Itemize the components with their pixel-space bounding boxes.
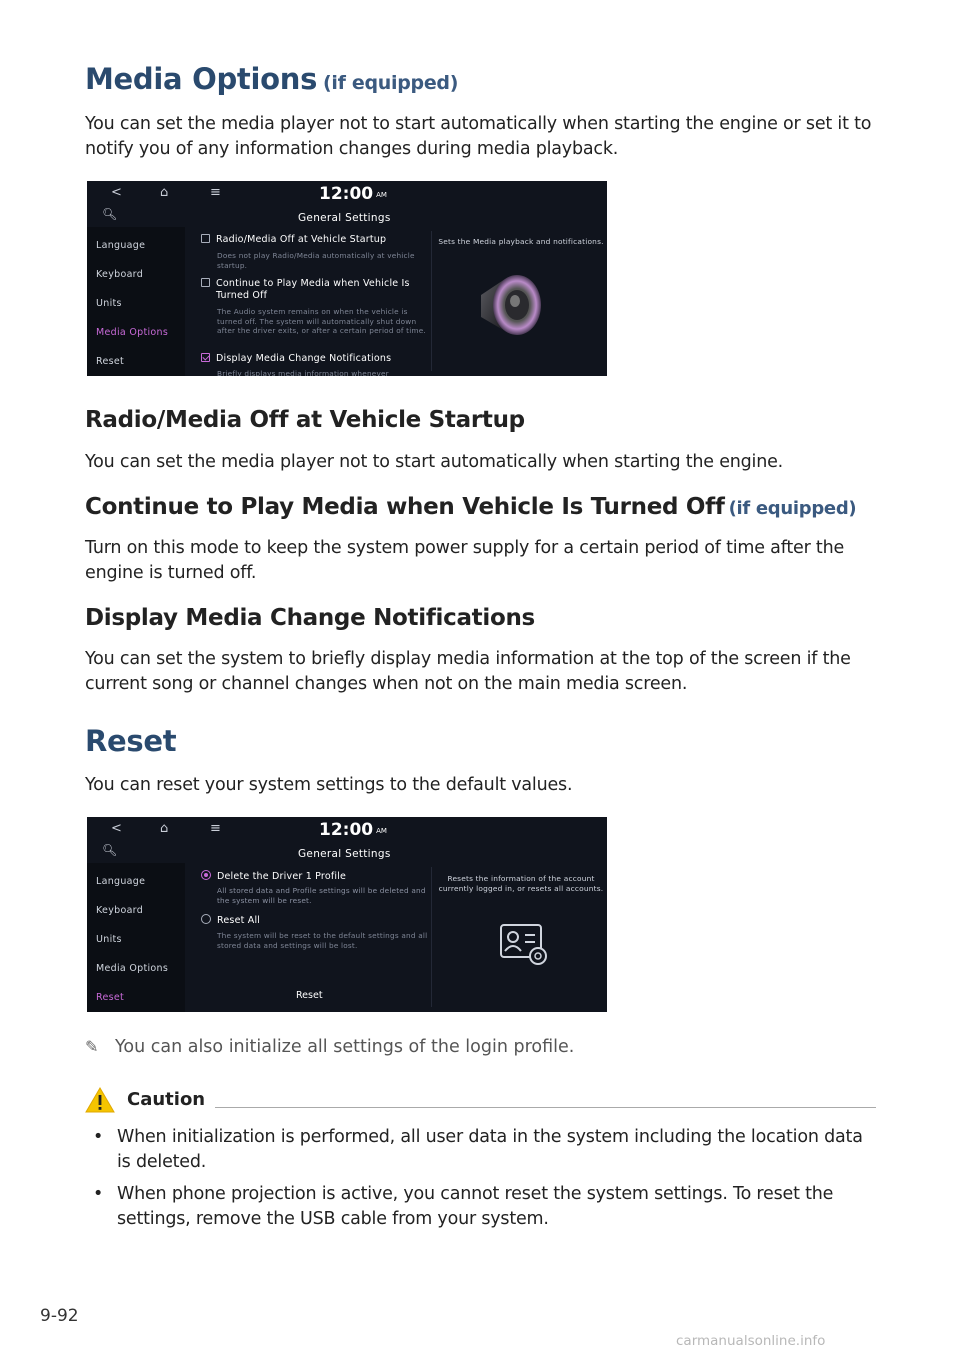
sidebar-item-keyboard[interactable]: Keyboard: [96, 905, 144, 916]
speaker-icon: [475, 269, 547, 341]
back-icon[interactable]: <: [111, 185, 122, 200]
back-icon[interactable]: <: [111, 821, 122, 836]
reset-screenshot: [87, 817, 607, 1012]
caution-title: Caution: [127, 1089, 206, 1110]
caution-item: • When phone projection is active, you cannot reset the system settings. To reset the settings, remove the USB cable from your system.: [93, 1184, 834, 1229]
option-delete-profile[interactable]: Delete the Driver 1 Profile: [201, 870, 431, 883]
top-bar: [87, 181, 607, 211]
sidebar-item-language[interactable]: Language: [96, 876, 146, 887]
caution-header: [85, 1087, 876, 1115]
checkbox[interactable]: [201, 234, 210, 243]
menu-icon[interactable]: ≡: [210, 821, 221, 836]
option-desc: Does not play Radio/Media automatically at vehicle startup.: [217, 251, 415, 270]
subsection-title-continue-play: Continue to Play Media when Vehicle Is Turned Off (if equipped): [85, 494, 857, 520]
panel-divider: [431, 231, 432, 371]
section-title-media-options: Media Options (if equipped): [85, 62, 459, 96]
clock: 12:00 AM: [319, 184, 387, 204]
caution-item: • When initialization is performed, all user data in the system including the location data is deleted.: [93, 1127, 863, 1172]
option-reset-all[interactable]: Reset All: [201, 914, 431, 927]
option-desc: The system will be reset to the default settings and all stored data and settings will be lost.: [217, 931, 428, 950]
panel-divider: [431, 867, 432, 1007]
pencil-note-icon: ✎: [85, 1037, 99, 1056]
radio-selected[interactable]: [201, 870, 211, 880]
info-text: Resets the information of the account currently logged in, or resets all accounts.: [438, 874, 604, 893]
option-radio-media-off[interactable]: Radio/Media Off at Vehicle Startup: [201, 234, 431, 246]
checkbox-checked[interactable]: [201, 353, 210, 362]
option-desc: All stored data and Profile settings will be deleted and the system will be reset.: [217, 886, 426, 905]
sidebar-item-language[interactable]: Language: [96, 240, 146, 251]
checkbox[interactable]: [201, 278, 210, 287]
option-desc: The Audio system remains on when the vehicle is turned off. The system will automatically shut down after the driver exits, or after a certain period of time.: [217, 307, 426, 336]
sidebar-item-reset[interactable]: Reset: [96, 356, 125, 367]
top-bar: [87, 817, 607, 847]
section-title-reset: Reset: [85, 724, 177, 758]
sidebar-item-media-options[interactable]: Media Options: [96, 963, 169, 974]
clock: 12:00 AM: [319, 820, 387, 840]
settings-sidebar: [87, 207, 185, 376]
media-options-screenshot: [87, 181, 607, 376]
option-desc: Briefly displays media information whenever: [217, 369, 389, 376]
info-text: Sets the Media playback and notifications.: [438, 237, 604, 246]
home-icon[interactable]: ⌂: [160, 185, 169, 200]
subsection-title-display-notifications: Display Media Change Notifications: [85, 605, 535, 631]
warning-icon: [85, 1087, 115, 1113]
settings-sidebar: [87, 843, 185, 1012]
watermark: carmanualsonline.info: [676, 1333, 826, 1349]
subsection-body: Turn on this mode to keep the system power supply for a certain period of time after the engine is turned off.: [85, 538, 845, 583]
search-icon[interactable]: 🔍︎: [102, 207, 118, 221]
menu-icon[interactable]: ≡: [210, 185, 221, 200]
option-display-notifications[interactable]: Display Media Change Notifications: [201, 353, 431, 365]
sidebar-item-media-options[interactable]: Media Options: [96, 327, 169, 338]
subsection-body: You can set the system to briefly display media information at the top of the screen if the current song or channel changes when not on the main media screen.: [85, 649, 851, 694]
subsection-title-radio-off: Radio/Media Off at Vehicle Startup: [85, 407, 525, 433]
caution-rule: [215, 1107, 876, 1108]
option-continue-play[interactable]: Continue to Play Media when Vehicle Is Turned Off: [201, 278, 433, 302]
sidebar-item-keyboard[interactable]: Keyboard: [96, 269, 144, 280]
media-options-intro: You can set the media player not to start automatically when starting the engine or set it to notify you of any information changes during media playback.: [85, 114, 872, 159]
sidebar-item-reset[interactable]: Reset: [96, 992, 125, 1003]
search-icon[interactable]: 🔍︎: [102, 843, 118, 857]
note: ✎ You can also initialize all settings of the login profile.: [85, 1037, 575, 1057]
profile-settings-icon: [499, 923, 551, 967]
reset-intro: You can reset your system settings to the default values.: [85, 775, 573, 795]
sidebar-item-units[interactable]: Units: [96, 298, 122, 309]
home-icon[interactable]: ⌂: [160, 821, 169, 836]
radio[interactable]: [201, 914, 211, 924]
subsection-body: You can set the media player not to start automatically when starting the engine.: [85, 452, 784, 472]
sidebar-item-units[interactable]: Units: [96, 934, 122, 945]
screen-header: General Settings: [298, 212, 391, 224]
screen-header: General Settings: [298, 848, 391, 860]
reset-button[interactable]: Reset: [296, 990, 323, 1001]
page-number: 9-92: [40, 1306, 79, 1326]
